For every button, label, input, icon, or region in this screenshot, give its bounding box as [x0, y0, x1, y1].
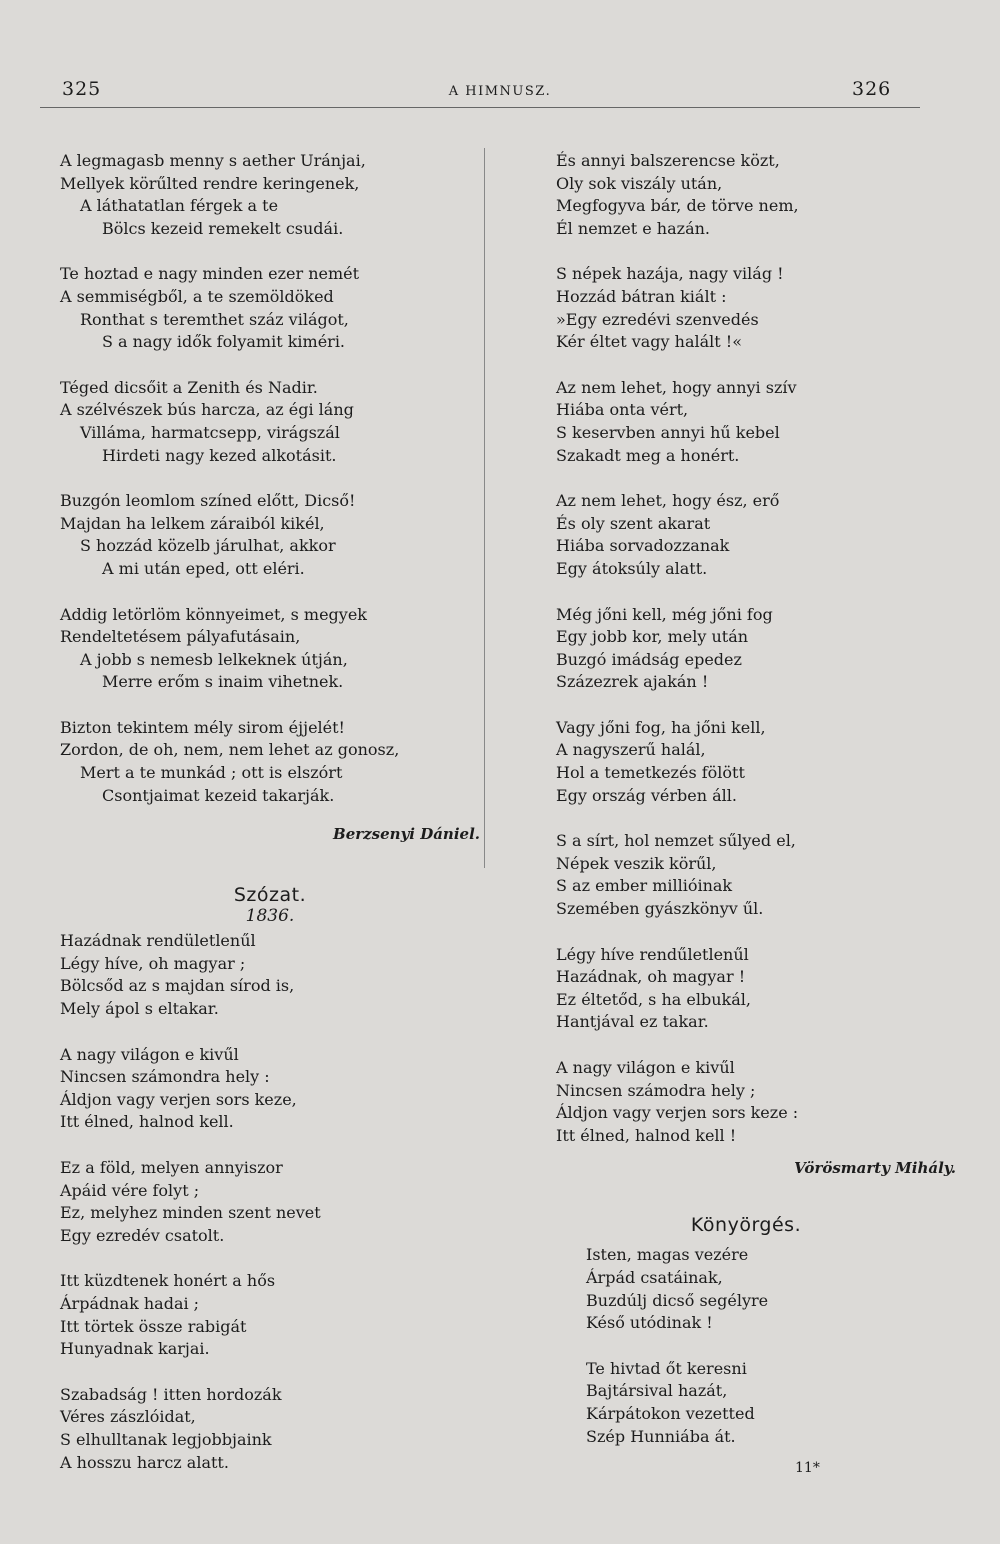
verse-line: Itt élned, halnod kell ! [556, 1125, 737, 1145]
verse-line: A szélvészek bús harcza, az égi láng [60, 400, 354, 420]
stanza [60, 1044, 480, 1134]
verse-line: A semmiségből, a te szemöldöked [60, 286, 334, 306]
stanza [556, 944, 936, 1034]
verse-line: Légy híve, oh magyar ; [60, 953, 246, 973]
verse-line: Egy ország vérben áll. [556, 785, 737, 805]
left-column [60, 150, 480, 1497]
verse-line: A legmagasb menny s aether Uránjai, [60, 151, 366, 170]
verse-line: Itt törtek össze rabigát [60, 1316, 247, 1336]
verse-line: Szabadság ! itten hordozák [60, 1384, 282, 1404]
verse-line: Rendeltetésem pályafutásain, [60, 627, 301, 647]
header-rule [40, 107, 920, 108]
verse-line: Téged dicsőit a Zenith és Nadir. [60, 377, 318, 397]
verse-line: Az nem lehet, hogy ész, erő [556, 491, 780, 511]
verse-line: Kér éltet vagy halált !« [556, 332, 743, 352]
stanza [556, 490, 936, 580]
stanza [556, 717, 936, 807]
verse-line: Oly sok viszály után, [556, 173, 723, 193]
verse-line: Áldjon vagy verjen sors keze, [60, 1089, 297, 1109]
verse-line: Hozzád bátran kiált : [556, 286, 727, 306]
verse-line: Szakadt meg a honért. [556, 445, 740, 465]
verse-line: Nincsen számondra hely : [60, 1067, 270, 1087]
verse-line: S elhulltanak legjobbjaink [60, 1429, 272, 1449]
verse-line: Addig letörlöm könnyeimet, s megyek [60, 604, 367, 624]
right-page-number: 326 [852, 78, 892, 100]
verse-line: S a sírt, hol nemzet sűlyed el, [556, 831, 796, 851]
stanza [556, 1057, 936, 1147]
verse-line: Isten, magas vezére [586, 1245, 749, 1265]
verse-line: Te hivtad őt keresni [586, 1358, 747, 1378]
verse-line: Mert a te munkád ; ott is elszórt [80, 763, 343, 783]
stanza [556, 377, 936, 467]
verse-line: Ez éltetőd, s ha elbukál, [556, 989, 751, 1009]
verse-line: Hiába sorvadozzanak [556, 536, 730, 556]
poem-szozat [60, 930, 480, 1474]
column-divider [484, 148, 485, 868]
stanza [556, 830, 936, 920]
verse-line: A mi után eped, ott eléri. [102, 558, 305, 578]
stanza [60, 1157, 480, 1247]
verse-line: A láthatatlan férgek a te [80, 196, 279, 216]
stanza [60, 490, 480, 580]
verse-line: Hol a temetkezés fölött [556, 763, 745, 783]
verse-line: S a nagy idők folyamit kiméri. [102, 332, 346, 352]
verse-line: Csontjaimat kezeid takarják. [102, 785, 335, 805]
verse-line: Majdan ha lelkem záraiból kikél, [60, 513, 325, 533]
verse-line: Buzdúlj dicső segélyre [586, 1290, 769, 1310]
verse-line: Hiába onta vért, [556, 400, 689, 420]
stanza [60, 377, 480, 467]
verse-line: Hunyadnak karjai. [60, 1339, 210, 1359]
verse-line: Mely ápol s eltakar. [60, 999, 219, 1019]
verse-line: Bizton tekintem mély sirom éjjelét! [60, 717, 345, 737]
left-page-number: 325 [62, 78, 102, 100]
konyorges-title: Könyörgés. [690, 1214, 802, 1237]
szozat-year: 1836. [245, 906, 295, 927]
verse-line: Te hoztad e nagy minden ezer nemét [60, 264, 360, 284]
verse-line: Buzgón leomlom színed előtt, Dicső! [60, 491, 356, 511]
verse-line: Itt küzdtenek honért a hős [60, 1271, 276, 1291]
verse-line: A nagy világon e kivűl [556, 1058, 735, 1077]
verse-line: »Egy ezredévi szenvedés [556, 309, 759, 329]
verse-line: Százezrek ajakán ! [556, 672, 709, 692]
verse-line: Ez, melyhez minden szent nevet [60, 1203, 321, 1223]
stanza [586, 1358, 936, 1448]
author-berzsenyi: Berzsenyi Dániel. [333, 825, 480, 844]
verse-line: Még jőni kell, még jőni fog [556, 604, 773, 624]
verse-line: Bajtársival hazát, [586, 1381, 728, 1401]
verse-line: Ez a föld, melyen annyiszor [60, 1158, 283, 1177]
verse-line: Árpád csatáinak, [586, 1267, 723, 1287]
verse-line: Ronthat s teremthet száz világot, [80, 309, 349, 329]
verse-line: Árpádnak hadai ; [60, 1293, 200, 1313]
verse-line: A hosszu harcz alatt. [60, 1452, 229, 1472]
verse-line: Bölcs kezeid remekelt csudái. [102, 218, 344, 238]
stanza [60, 717, 480, 807]
verse-line: Apáid vére folyt ; [60, 1180, 200, 1200]
verse-line: Megfogyva bár, de törve nem, [556, 196, 799, 216]
verse-line: Szemében gyászkönyv űl. [556, 899, 764, 919]
stanza [60, 150, 480, 240]
verse-line: Késő utódinak ! [586, 1313, 713, 1333]
stanza [586, 1244, 936, 1334]
poem-szozat-continued [556, 150, 936, 1147]
verse-line: Egy ezredév csatolt. [60, 1225, 225, 1245]
stanza [60, 930, 480, 1020]
verse-line: Népek veszik körűl, [556, 853, 717, 873]
verse-line: Bölcsőd az s majdan sírod is, [60, 976, 295, 996]
running-head: A HIMNUSZ. [448, 84, 552, 99]
verse-line: Hantjával ez takar. [556, 1012, 709, 1032]
verse-line: És oly szent akarat [556, 513, 711, 533]
verse-line: Merre erőm s inaim vihetnek. [102, 672, 344, 692]
signature-mark: 11* [795, 1460, 820, 1476]
author-vorosmarty: Vörösmarty Mihály. [794, 1159, 956, 1178]
stanza [556, 604, 936, 694]
verse-line: Villáma, harmatcsepp, virágszál [80, 422, 340, 442]
verse-line: A nagyszerű halál, [556, 740, 706, 760]
verse-line: Vagy jőni fog, ha jőni kell, [556, 717, 766, 737]
verse-line: S keservben annyi hű kebel [556, 422, 780, 442]
verse-line: Itt élned, halnod kell. [60, 1112, 234, 1132]
verse-line: Él nemzet e hazán. [556, 218, 710, 238]
verse-line: Buzgó imádság epedez [556, 649, 742, 669]
verse-line: Hirdeti nagy kezed alkotásit. [102, 445, 337, 465]
verse-line: Légy híve rendűletlenűl [556, 944, 749, 964]
verse-line: Hazádnak, oh magyar ! [556, 967, 746, 987]
verse-line: Áldjon vagy verjen sors keze : [556, 1103, 799, 1123]
stanza [556, 263, 936, 353]
stanza [60, 604, 480, 694]
verse-line: Zordon, de oh, nem, nem lehet az gonosz, [60, 740, 400, 760]
verse-line: S az ember millióinak [556, 876, 733, 896]
stanza [556, 150, 936, 240]
right-column [556, 150, 956, 1471]
verse-line: Az nem lehet, hogy annyi szív [556, 377, 797, 397]
verse-line: S hozzád közelb járulhat, akkor [80, 536, 336, 556]
verse-line: Kárpátokon vezetted [586, 1403, 755, 1423]
verse-line: A nagy világon e kivűl [60, 1044, 239, 1064]
verse-line: Véres zászlóidat, [60, 1407, 196, 1427]
verse-line: Mellyek körűlted rendre keringenek, [60, 173, 360, 193]
verse-line: És annyi balszerencse közt, [556, 151, 780, 170]
verse-line: A jobb s nemesb lelkeknek útján, [80, 649, 348, 669]
stanza [60, 1384, 480, 1474]
poem-berzsenyi [60, 150, 480, 807]
stanza [60, 1270, 480, 1360]
verse-line: Nincsen számodra hely ; [556, 1080, 756, 1100]
verse-line: Egy átoksúly alatt. [556, 558, 708, 578]
verse-line: Szép Hunniába át. [586, 1426, 736, 1446]
poem-konyorges [556, 1244, 936, 1448]
verse-line: Hazádnak rendületlenűl [60, 931, 256, 951]
verse-line: Egy jobb kor, mely után [556, 627, 749, 647]
verse-line: S népek hazája, nagy világ ! [556, 264, 784, 284]
szozat-title: Szózat. [233, 884, 307, 907]
stanza [60, 263, 480, 353]
